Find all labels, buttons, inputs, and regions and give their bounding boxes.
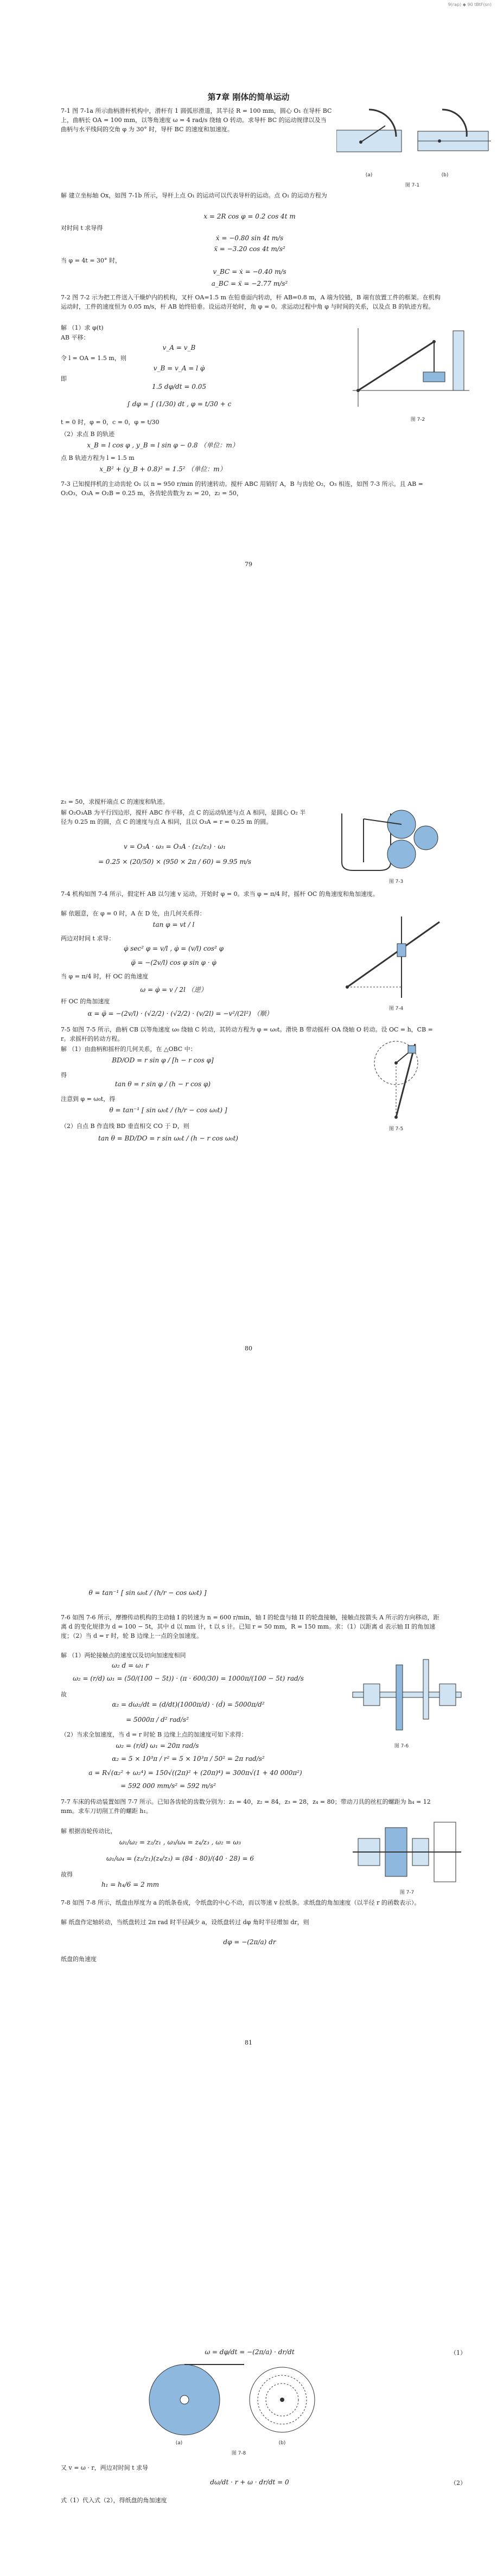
solution-7-5-b: （2）自点 B 作直线 BD 垂直相交 CO 于 D，则: [61, 1123, 189, 1130]
solution-7-2-b: （2）求点 B 的轨迹: [61, 431, 115, 438]
equation-37-tag: （2）: [450, 2479, 466, 2487]
equation-29: α₂ = 5 × 10³π / r² = 5 × 10³π / 50² = 2π rad/s²: [112, 1755, 265, 1763]
equation-28: ω₂ = (r/d) ω₁ = 20π rad/s: [116, 1742, 199, 1750]
solution-7-6: 解 （1）两轮接触点的速度以及切向加速度相同: [61, 1652, 186, 1659]
figure-7-1-caption: 图 7-1: [405, 183, 420, 188]
derive-label: 对时间 t 求导得: [61, 225, 103, 232]
page-81: [0, 1589, 497, 2223]
alpha-label: 杆 OC 的角加速度: [61, 998, 110, 1005]
when-label: 当 φ = 4t = 30° 时，: [61, 257, 122, 264]
problem-7-2: 7-2 图 7-2 示为把工件送入干燥炉内的机构，叉杆 OA=1.5 m 在铅垂面内转动，杆 AB=0.8 m，A 端为铰链，B 端有放置工件的框架。在机构运动时，工件的速度恒为 0.05 m/s，杆 AB 始终铅垂。设运动开始时，角 φ = 0。求运动过程中角 φ 与时间的关系，以及点 B 的轨迹方程。: [61, 294, 441, 310]
figure-7-3-caption: 图 7-3: [388, 879, 404, 885]
equation-34: h₁ = h₄/6 = 2 mm: [101, 1881, 160, 1888]
problem-7-3: 7-3 已知搅拌机的主动齿轮 O₁ 以 n = 950 r/min 的转速转动。搅杆 ABC 用销钉 A，B 与齿轮 O₂，O₃ 相连，如图 7-3 所示。且 AB = O₂O₃，O₃A = O₂B = 0.25 m，各齿轮齿数为 z₁ = 20，z₂ = 50，: [61, 480, 423, 497]
problem-7-7: 7-7 车床的传动装置如图 7-7 所示。已知各齿轮的齿数分别为：z₁ = 40，z₂ = 84，z₃ = 28，z₄ = 80；带动刀具的丝杠的螺距为 h₄ = 12 mm。求车刀切削工件的螺距 h₁。: [61, 1798, 431, 1815]
equation-10: x_B = l cos φ , y_B = l sin φ − 0.8 （单位：m）: [87, 441, 239, 449]
equation-1: x = 2R cos φ = 0.2 cos 4t m: [203, 213, 296, 220]
ab-translate: AB 平移：: [61, 334, 90, 341]
equation-35: dφ = −(2π/a) dr: [223, 1938, 276, 1946]
figure-7-8-caption: 图 7-8: [231, 2451, 246, 2456]
figure-7-6: [342, 1654, 467, 1741]
continuation-7-3: z₃ = 50，求搅杆端点 C 的速度和轨迹。: [61, 798, 169, 805]
equation-25: ω₂ = (r/d) ω₁ = (50/(100 − 5t)) · (π · 600/30) = 1000π/(100 − 5t) rad/s: [73, 1675, 304, 1682]
page-number-79: 79: [245, 561, 252, 568]
note-label: 注意到 φ = ω₀t，得: [61, 1095, 116, 1103]
figure-7-1a-label: (a): [365, 172, 373, 178]
solution-7-4: 解 依题意，在 φ = 0 时，A 在 D 处，由几何关系得：: [61, 910, 206, 917]
problem-7-8: 7-8 如图 7-8 所示，纸盘由厚度为 a 的纸条卷成，令纸盘的中心不动，而以等速 v 拉纸条。求纸盘的角加速度（以半径 r 的函数表示）。: [61, 1899, 420, 1906]
equation-9: ∫ dφ = ∫ (1/30) dt , φ = t/30 + c: [126, 400, 232, 408]
angvel-label: 纸盘的角速度: [61, 1956, 97, 1963]
problem-7-6: 7-6 如图 7-6 所示，摩擦传动机构的主动轴 I 的转速为 n = 600 r/min，轴 I 的轮盘与轴 II 的轮盘接触，接触点按箭头 A 所示的方向移动，距离 d 的变化规律为 d = 100 − 5t，其中 d 以 mm 计，t 以 s 计。已知 r = 50 mm，R = 150 mm。求：（1）以距离 d 表示轴 II 的角加速度；（2）当 d = r 时，轮 B 边缘上一点的全加速度。: [61, 1614, 439, 1639]
figure-7-2-caption: 图 7-2: [410, 417, 425, 422]
equation-26: α₂ = dω₂/dt = (d/dt)(1000π/d) · (ḋ) = 5000π/d²: [112, 1701, 265, 1708]
equation-18: α = φ̈ = −(2v/l) · (√2/2) · (√2/2) · (v/2l) = −v²/(2l²) （顺）: [87, 1010, 273, 1017]
equation-14: tan φ = vt / l: [152, 921, 195, 928]
solution-7-1: 解 建立坐标轴 Ox，如图 7-1b 所示，导杆上点 O₁ 的运动可以代表导杆的运动。点 O₁ 的运动方程为: [61, 192, 327, 199]
figure-7-3: [331, 803, 445, 879]
figure-7-8b-label: (b): [278, 2440, 286, 2446]
equation-19: BD/OD = r sin φ / [h − r cos φ]: [112, 1056, 214, 1064]
page-header: 9(rap) ◆ 90 tBtF(sn): [448, 2, 492, 7]
equation-21: θ = tan⁻¹ [ sin ω₀t / (h/r − cos ω₀t) ]: [109, 1106, 227, 1114]
equation-23: θ = tan⁻¹ [ sin ω₀t / (h/r − cos ω₀t) ]: [88, 1589, 207, 1597]
page-82: [0, 2348, 497, 2576]
problem-7-5: 7-5 如图 7-5 所示，曲柄 CB 以等角速度 ω₀ 绕轴 C 转动，其转动方程为 φ = ω₀t。滑块 B 带动摇杆 OA 绕轴 O 转动。设 OC = h，CB = r。求摇杆的转动方程。: [61, 1026, 433, 1042]
equation-24: ω₂ d = ω₁ r: [112, 1662, 149, 1669]
equation-36: ω = dφ/dt = −(2π/a) · dr/dt: [205, 2348, 295, 2356]
equation-37: dω/dt · r + ω · dr/dt = 0: [210, 2478, 289, 2486]
figure-7-4: [336, 911, 450, 1003]
page-79: [0, 0, 497, 635]
so-label: 故: [61, 1691, 67, 1698]
equation-8: 1.5 dφ/dt = 0.05: [152, 383, 206, 390]
figure-7-7-caption: 图 7-7: [399, 1890, 415, 1895]
track-label: 点 B 轨迹方程为 l = 1.5 m: [61, 454, 135, 462]
page-80: [0, 797, 497, 1432]
equation-32: ω₁/ω₂ = z₂/z₁ , ω₃/ω₄ = z₄/z₃ , ω₂ = ω₃: [119, 1838, 241, 1846]
derive-label-2: 两边对时间 t 求导：: [61, 935, 115, 942]
solution-7-8: 解 纸盘作定轴转动，当纸盘转过 2π rad 时半径减少 a，设纸盘转过 dφ 角时半径增加 dr，则: [61, 1919, 309, 1926]
figure-7-4-caption: 图 7-4: [388, 1006, 404, 1011]
equation-15: φ̇ sec² φ = v/l , φ̇ = (v/l) cos² φ: [123, 945, 224, 952]
equation-11: x_B² + (y_B + 0.8)² = 1.5² （单位：m）: [99, 465, 226, 473]
init-label: t = 0 时，φ = 0，c = 0，φ = t/30: [61, 419, 160, 426]
problem-7-1: 7-1 图 7-1a 所示曲柄滑杆机构中，滑杆有 1 圆弧形滑道，其半径 R = 100 mm，圆心 O₁ 在导杆 BC 上，曲柄长 OA = 100 mm，以等角速度 ω = 4 rad/s 绕轴 O 转动。求导杆 BC 的运动规律以及当曲柄与水平线间的交角 φ 为 30° 时，导杆 BC 的速度和加速度。: [61, 107, 332, 133]
problem-7-4: 7-4 机构如图 7-4 所示，假定杆 AB 以匀速 v 运动，开始时 φ = 0。求当 φ = π/4 时，摇杆 OC 的角速度和角加速度。: [61, 890, 379, 898]
equation-27: = 5000π / d² rad/s²: [126, 1716, 189, 1723]
equation-30: a = R√(α₂² + ω₂⁴) = 150√((2π)² + (20π)⁴) = 300π√(1 + 40 000π²): [88, 1769, 302, 1777]
figure-7-5: [347, 1036, 445, 1123]
v-equation-label: 又 v = ω · r，两边对时间 t 求导: [61, 2464, 149, 2471]
equation-31: = 592 000 mm/s² = 592 m/s²: [120, 1782, 216, 1790]
solution-7-5: 解 （1）由曲柄和摇杆的几何关系，在 △OBC 中：: [61, 1046, 196, 1053]
figure-7-8: [136, 2359, 331, 2440]
equation-16: φ̈ = −(2v/l) cos φ sin φ · φ̇: [131, 959, 216, 966]
figure-7-7: [353, 1817, 461, 1887]
figure-7-1b-label: (b): [441, 172, 449, 178]
figure-7-2: [347, 325, 472, 412]
equation-4: v_BC = ẋ = −0.40 m/s: [213, 268, 286, 275]
when-label-2: 当 φ = π/4 时，杆 OC 的角速度: [61, 973, 149, 980]
equation-3: ẍ = −3.20 cos 4t m/s²: [214, 245, 285, 253]
figure-7-1: [336, 104, 494, 175]
page-number-80: 80: [245, 1345, 252, 1352]
equation-12: v = O₃A · ω₃ = O₃A · (z₁/z₃) · ω₁: [124, 843, 226, 850]
so-label-2: 故得: [61, 1871, 73, 1878]
equation-17: ω = φ̇ = v / 2l （逆）: [140, 986, 207, 994]
equation-22: tan θ = BD/DO = r sin ω₀t / (h − r cos ω₀t): [98, 1135, 238, 1142]
equation-2: ẋ = −0.80 sin 4t m/s: [215, 234, 284, 242]
figure-7-5-caption: 图 7-5: [388, 1126, 404, 1132]
get-label: 得: [61, 1072, 67, 1079]
solution-7-6-b: （2）当求全加速度，当 d = r 时轮 B 边缘上点的加速度可如下求得：: [61, 1731, 247, 1738]
equation-13: = 0.25 × (20/50) × (950 × 2π / 60) = 9.95 m/s: [98, 858, 252, 866]
chapter-title: 第7章 刚体的简单运动: [207, 92, 290, 102]
page-number-81: 81: [245, 2039, 252, 2046]
then-label: 即: [61, 375, 67, 382]
equation-6: v_A = v_B: [162, 344, 196, 351]
figure-7-6-caption: 图 7-6: [394, 1744, 409, 1749]
solution-7-3: 解 O₂O₃AB 为平行四边形，搅杆 ABC 作平移，点 C 的运动轨迹与点 A 相同，是圆心 O₂ 半径为 0.25 m 的圆，点 C 的速度与点 A 相同，且以 O₃A = r = 0.25 m 的圆。: [61, 809, 306, 825]
figure-7-8a-label: (a): [175, 2440, 183, 2446]
solution-7-7: 解 根据齿轮传动比，: [61, 1828, 117, 1835]
equation-5: a_BC = ẍ = −2.77 m/s²: [211, 280, 288, 287]
let-label: 令 l = OA = 1.5 m，则: [61, 355, 126, 362]
equation-20: tan θ = r sin φ / (h − r cos φ): [114, 1080, 211, 1088]
equation-36-tag: （1）: [450, 2349, 466, 2356]
solution-7-2-a: 解 （1）求 φ(t): [61, 324, 104, 331]
final-label: 式（1）代入式（2），得纸盘的角加速度: [61, 2497, 167, 2504]
equation-33: ω₁/ω₄ = (z₂/z₁)(z₄/z₃) = (84 · 80)/(40 · 28) = 6: [106, 1855, 254, 1862]
equation-7: v_B = v_A = l φ̇: [153, 364, 205, 372]
